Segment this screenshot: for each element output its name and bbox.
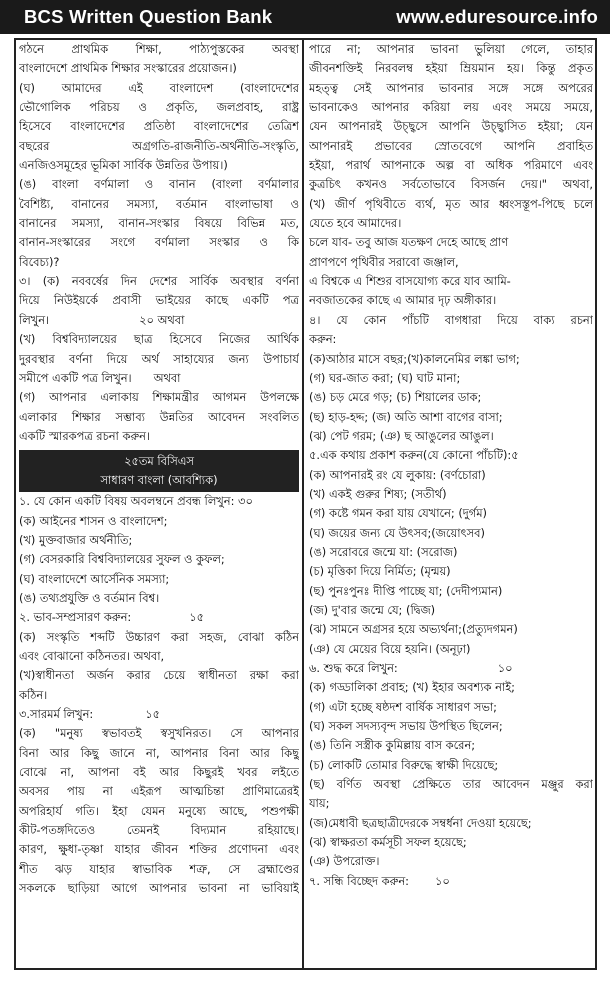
text-line: (ক) গড্ডালিকা প্রবাহ; (খ) ইহার অবশ্যক নাই; (309, 680, 515, 695)
text-line: এলাকার শিক্ষার সম্ভাব্য উন্নতির আবেদন সংবলিত (19, 409, 299, 424)
text-line: যেন আপনারই উচ্ছ্বসে আপনি উচ্ছ্বাসিত হইয়া; যেন (309, 119, 593, 134)
text-segment: ৬. শুদ্ধ করে লিখুন: (309, 661, 398, 675)
text-line: (ঘ) সকল সদস্যবৃন্দ সভায় উপস্থিত ছিলেন; (309, 719, 503, 734)
text-line: এবং বোঝানো কঠিনতর। অথবা, (19, 648, 165, 663)
text-line: (খ) একই গুরুর শিষ্য; (সতীর্থ) (309, 486, 447, 501)
text-line: কঠিন। (19, 687, 48, 702)
text-line: কারণ, ক্ষুধা-তৃষ্ণা যাহার জীবন শক্তির প্রণোদনা এবং (19, 842, 299, 857)
text-line: (ক) আইনের শাসন ও বাংলাদেশ; (19, 513, 168, 528)
text-segment: লিখুন। (19, 312, 50, 327)
text-segment: অথবা (153, 370, 181, 385)
left-column (19, 40, 299, 968)
text-line: (গ) আপনার এলাকায় শিক্ষামন্ত্রীর আগমন উপলক্ষে (19, 390, 299, 405)
text-line: গঠনে প্রাথমিক শিক্ষা, পাঠ্যপুস্তকের অবস্থা (19, 42, 299, 56)
text-line: যায়; (309, 796, 330, 811)
section-heading-subject: সাধারণ বাংলা (আবশ্যিক) (100, 473, 218, 488)
text-line: (গ) ঘর-জাত করা; (ঘ) ঘাট মানা; (309, 370, 461, 385)
text-line: (ঝ) সামনে অগ্রসর হয়ে অভ্যর্থনা;(প্রত্যুদগমন) (309, 622, 518, 637)
text-line: হিসেবে বাংলাদেশের প্রতিষ্ঠা বাংলাদেশের তেত্রিশ (19, 119, 299, 134)
right-column (309, 40, 593, 968)
text-line: বৈশিষ্ট্য, বানানের সমস্যা, বর্তমান বাংলাভাষা ও (19, 196, 299, 211)
text-line: ভৌগোলিক পরিচয় ও প্রকৃতি, জলপ্রবাহ, রাষ্ট্র (19, 100, 299, 115)
text-line: বানান-সংস্কারের সংগে বর্ণমালা সংস্কার ও কি (19, 235, 299, 250)
text-line: (ছ) পুনঃপুনঃ দীপ্তি পাচ্ছে যা; (দেদীপ্যমান) (309, 583, 503, 598)
text-line: প্রাণপণে পৃথিবীর সরাবো জঞ্জাল, (309, 254, 459, 269)
text-line: অপরিহার্য গতি। ইহা যেমন মনুষ্যে আছে, পশুপক্ষী (19, 803, 299, 818)
text-line: সকলকে ছাড়িয়া আগে আপনার ভাবনা না ভাবিয়াই (19, 881, 299, 896)
text-line: (গ) এটা হচ্ছে ষষ্ঠদশ বার্ষিক সাধারণ সভা; (309, 699, 497, 714)
text-line: দিয়ে নিউইয়র্কে প্রবাসী ভাইয়ের কাছে একটি পত্র (19, 293, 299, 308)
text-line: চলে যাব- তবু আজ যতক্ষণ দেহে আছে প্রাণ (309, 235, 509, 250)
text-line: (ক) সংস্কৃতি শব্দটি উচ্চারণ করা সহজ, বোঝা কঠিন (19, 629, 299, 644)
text-line: আপনারই প্রভাবের স্রোতবেগে আপনি প্রবাহিত (309, 138, 593, 153)
text-line: (ক) "মনুষ্য স্বভাবতই স্বসুখনিরত। সে আপনার (19, 726, 299, 741)
text-segment: সমীপে একটি পত্র লিখুন। (19, 370, 132, 385)
text-line: (জ) দু'বার জন্মে যে; (দ্বিজ) (309, 602, 436, 617)
marks-label: ২০ অথবা (139, 312, 185, 327)
text-line: বাংলাদেশে প্রাথমিক শিক্ষার সংস্কারের প্রয়োজন।) (19, 61, 237, 76)
text-line: ৫.এক কথায় প্রকাশ করুন(যে কোনো পাঁচটি):৫ (309, 448, 519, 463)
text-line: কীট-পতঙ্গদিতেও তেমনই বিদ্যমান রহিয়াছে। (19, 823, 299, 838)
text-line: (গ) কষ্টে গমন করা যায় যেখানে; (দুর্গম) (309, 506, 487, 521)
text-line: (ঘ) বাংলাদেশে আর্সেনিক সমস্যা; (19, 571, 170, 586)
text-segment: ৭. সন্ধি বিচ্ছেদ করুন: (309, 873, 409, 888)
text-line: মহত্ত্ব সেই আপনার ভাবনার সঙ্গে সঙ্গে অপরের (309, 80, 593, 95)
header-site-url: www.eduresource.info (396, 6, 598, 27)
text-line: (ঞ) যে মেয়ের বিয়ে হয়নি। (অনূঢ়া) (309, 641, 471, 656)
text-line (309, 872, 593, 891)
text-line: ভাবনাকেও আপনার করিয়া লয় এবং সময়ে সময়ে, (309, 100, 593, 115)
text-line: (জ)মেধাবী ছত্রছাত্রীদেরকে সম্বর্ধনা দেওয়া হয়েছে; (309, 815, 532, 830)
section-heading-exam: ২৫তম বিসিএস (124, 454, 194, 469)
text-line: এনজিওসমূহের ভূমিকা সার্বিক উন্নতির উপায়।) (19, 158, 228, 173)
text-line: দুরবস্থার বর্ণনা দিয়ে অর্থ সাহায্যের জন্য উপাচার্য (19, 351, 299, 366)
text-line: (ছ) বর্ণিত অবস্থা প্রেক্ষিতে তার আবেদন মঞ্জুর করা (309, 777, 593, 792)
text-line: (খ) মুক্তবাজার অর্থনীতি; (19, 532, 133, 547)
text-line: (ক)আঠার মাসে বছর;(খ)কালনেমির লঙ্কা ভাগ; (309, 351, 520, 366)
text-line: পারে না; আপনার ভাবনা ভুলিয়া গেলে, তাহার (309, 42, 593, 56)
text-line: (গ) বেসরকারি বিশ্ববিদ্যালয়ের সুফল ও কুফল; (19, 552, 225, 567)
text-line: (ছ) হাড়-হদ্দ; (জ) অতি আশা বাগের বাসা; (309, 409, 503, 424)
marks-label: ১০ (497, 661, 513, 675)
text-line (309, 659, 593, 678)
text-line: (খ)স্বাধীনতা অর্জন করার চেয়ে স্বাধীনতা রক্ষা করা (19, 668, 299, 683)
text-line: (ঙ) বাংলা বর্ণমালা ও বানান (বাংলা বর্ণমালার (19, 177, 299, 192)
text-line: (চ) মৃত্তিকা দিয়ে নির্মিত; (মৃন্ময়) (309, 564, 451, 579)
text-line: অবসর পায় না এইরূপ আত্মচিন্তা প্রাণিমাত্রেরই (19, 784, 299, 799)
text-line: একটি স্মারকপত্র রচনা করুন। (19, 428, 151, 443)
text-line: (ঙ) তিনি সস্ত্রীক কুমিল্লায় বাস করেন; (309, 738, 476, 753)
text-line (19, 705, 299, 724)
text-line: (চ) লোকটি তোমার বিরুদ্ধে স্বাক্ষী দিয়েছে; (309, 757, 499, 772)
text-line: (ক) আপনারই রং যে লুকায়: (বর্ণচোরা) (309, 467, 486, 482)
text-line: (ঙ) সরোবরে জন্মে যা: (সরোজ) (309, 544, 458, 559)
text-line (19, 608, 299, 627)
text-line: শীত ঝড় যাহার স্বাভাবিক শত্রু, সে ব্রহ্মাণ্ডের (19, 861, 299, 876)
text-line (19, 369, 299, 388)
text-line: করুন: (309, 332, 337, 347)
text-line: বানানের সমস্যা, বানান-সংস্কার বিষয়ে বিভিন্ন মত, (19, 216, 299, 231)
column-divider (302, 38, 304, 970)
text-line: (ঝ) স্বাক্ষরতা কর্মসূচী সফল হয়েছে; (309, 835, 467, 850)
text-line: (খ) জীর্ণ পৃথিবীতে ব্যর্থ, মৃত আর ধ্বংসস্তূপ-পিছে চলে (309, 196, 593, 211)
text-line: (ঙ) তথ্যপ্রযুক্তি ও বর্তমান বিশ্ব। (19, 590, 160, 605)
text-line: বিবেচ্য)? (19, 254, 60, 269)
text-line: (ঙ) চড় মেরে গড়; (চ) শিয়ালের ডাক; (309, 390, 482, 405)
marks-label: ১০ (434, 873, 450, 888)
page-header (0, 0, 610, 34)
marks-label: ১৫ (189, 610, 205, 625)
text-line: (ঞ) উপরোক্ত। (309, 854, 380, 869)
marks-label: ১৫ (145, 707, 161, 721)
text-line: জীবনশক্তিই নিরবলম্ব হইয়া ম্রিয়মান হয়। কিন্তু প্রকৃত (309, 61, 593, 76)
text-line: এ বিশ্বকে এ শিশুর বাসযোগ্য করে যাব আমি- (309, 274, 511, 289)
text-line: (ঝ) পেট গরম; (ঞ) ছ আঙুলের আঙুল। (309, 428, 494, 443)
text-line (19, 311, 299, 330)
text-segment: ২. ভাব-সম্প্রসারণ করুন: (19, 610, 132, 625)
text-line: বছরের অগ্রগতি-রাজনীতি-অর্থনীতি-সংস্কৃতি, (19, 138, 299, 153)
text-line: ১. যে কোন একটি বিষয় অবলম্বনে প্রবন্ধ লিখুন: ৩০ (19, 494, 253, 509)
text-line: যেতে হবে আমাদের। (309, 216, 402, 231)
text-line: বোঝে না, আপনা বই আর কিছুরই খবর লইতে (19, 765, 299, 780)
text-line: (ঘ) জয়ের জন্য যে উৎসব;(জয়োৎসব) (309, 525, 485, 540)
section-heading-box (19, 450, 299, 492)
text-line: বিনা আর কিছু জানে না, আপনার বিনা আর কিছু (19, 745, 299, 760)
text-line: ৪। যে কোন পাঁচটি বাগধারা দিয়ে বাক্য রচনা (309, 312, 593, 327)
text-line: কুত্রচিৎ কখনও সর্বতোভাবে বিসর্জন দেয়।" অথবা, (309, 177, 593, 192)
header-title: BCS Written Question Bank (24, 6, 273, 27)
text-line: ৩। (ক) নববর্ষের দিন দেশের সার্বিক অবস্থার বর্ণনা (19, 274, 299, 289)
text-line: (ঘ) আমাদের এই বাংলাদেশ (বাংলাদেশের (19, 80, 299, 95)
text-line: হইয়া, পরার্থ আপনাকে অল্প বা অধিক পরিমাণে এবং (309, 158, 593, 173)
text-segment: ৩.সারমর্ম লিখুন: (19, 707, 94, 721)
text-line: (খ) বিশ্ববিদ্যালয়ের ছাত্র হিসেবে নিজের আর্থিক (19, 332, 299, 347)
text-line: নবজাতকের কাছে এ আমার দৃঢ় অঙ্গীকার। (309, 293, 497, 308)
